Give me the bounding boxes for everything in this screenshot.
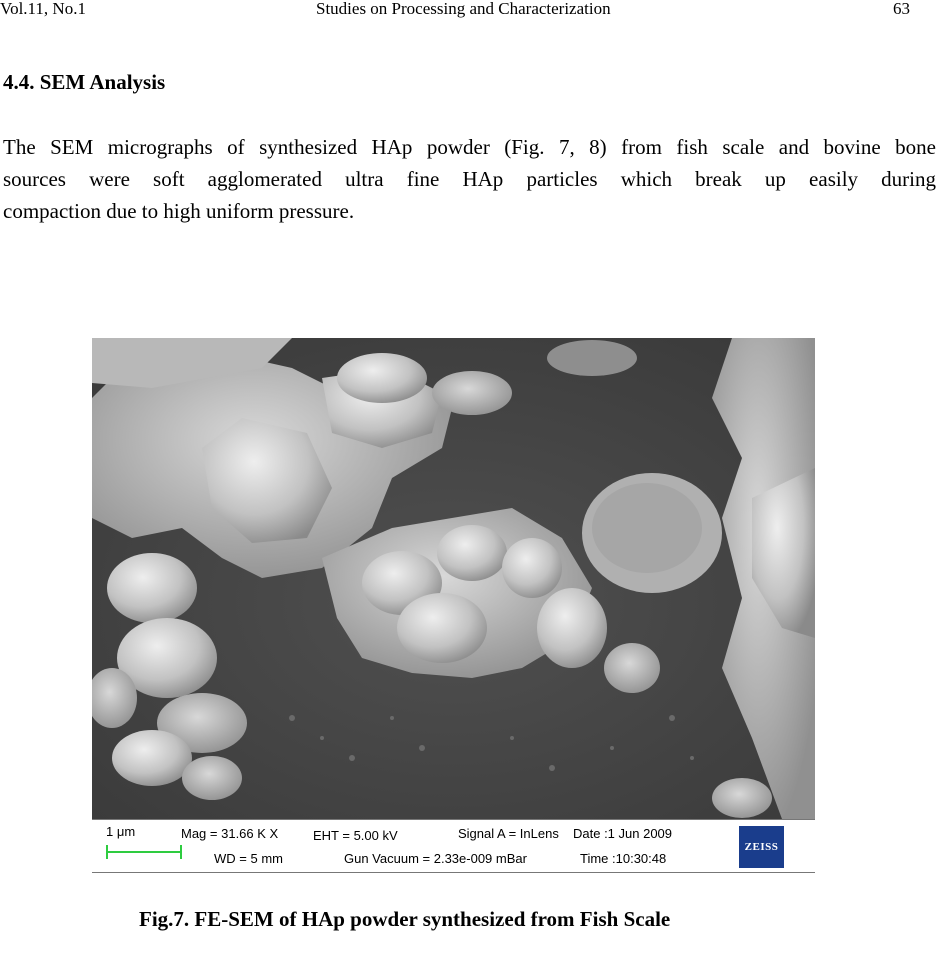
running-title: Studies on Processing and Characterization bbox=[316, 0, 611, 18]
signal-detector: Signal A = InLens bbox=[458, 826, 559, 841]
micrograph-illustration bbox=[92, 338, 815, 819]
gun-vacuum: Gun Vacuum = 2.33e-009 mBar bbox=[344, 851, 527, 866]
zeiss-logo-text: ZEISS bbox=[744, 841, 779, 853]
paragraph-line: sources were soft agglomerated ultra fine HAp particles which break up easily during bbox=[3, 167, 936, 191]
sem-databar bbox=[92, 819, 815, 873]
accelerating-voltage: EHT = 5.00 kV bbox=[313, 828, 398, 843]
working-distance: WD = 5 mm bbox=[214, 851, 283, 866]
figure-caption: Fig.7. FE-SEM of HAp powder synthesized from Fish Scale bbox=[139, 907, 671, 931]
page-number: 63 bbox=[893, 0, 910, 18]
magnification: Mag = 31.66 K X bbox=[181, 826, 279, 841]
paragraph-line: The SEM micrographs of synthesized HAp powder (Fig. 7, 8) from fish scale and bovine bone bbox=[3, 135, 936, 159]
section-heading: 4.4. SEM Analysis bbox=[3, 70, 166, 94]
body-paragraph bbox=[3, 131, 936, 227]
sem-micrograph bbox=[92, 338, 815, 819]
sem-figure bbox=[92, 338, 815, 873]
scale-label: 1 μm bbox=[106, 824, 136, 839]
scale-bar bbox=[106, 851, 182, 853]
paragraph-line: compaction due to high uniform pressure. bbox=[3, 199, 355, 223]
running-header bbox=[0, 0, 937, 22]
zeiss-logo bbox=[739, 826, 784, 868]
acquisition-date: Date :1 Jun 2009 bbox=[573, 826, 673, 841]
journal-volume: Vol.11, No.1 bbox=[0, 0, 86, 18]
acquisition-time: Time :10:30:48 bbox=[580, 851, 667, 866]
